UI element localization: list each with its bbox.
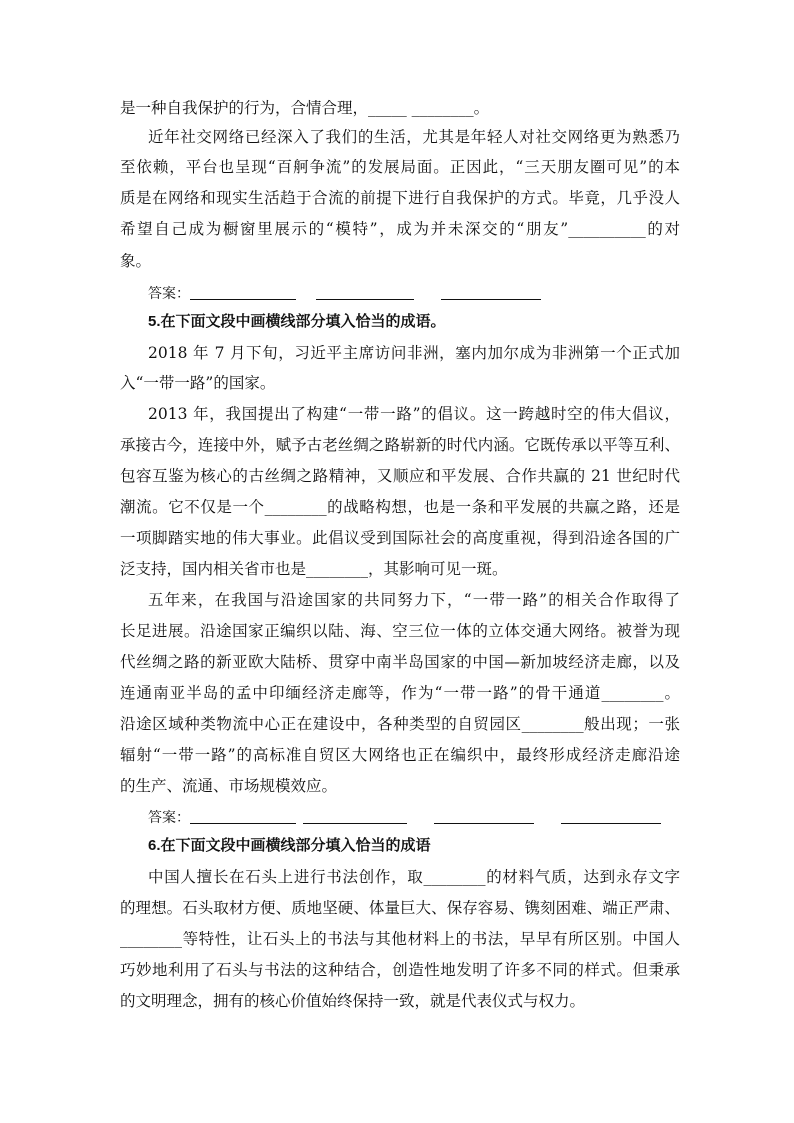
text-line: 质是在网络和现实生活趋于合流的前提下进行自我保护的方式。毕竟，几乎没人 [120, 189, 680, 207]
answer-blank[interactable] [316, 299, 414, 300]
text-line: 辐射“一带一路”的高标准自贸区大网络也正在编织中，最终形成经济走廊沿途 [120, 746, 680, 764]
answer-blank[interactable] [190, 823, 296, 824]
text-line: 巧妙地利用了石头与书法的这种结合，创造性地发明了许多不同的样式。但秉承 [120, 961, 680, 979]
answer-blank[interactable] [190, 299, 296, 300]
text-line: 象。 [120, 252, 152, 270]
answer-blank[interactable] [303, 823, 407, 824]
text-line: 承接古今，连接中外，赋予古老丝绸之路崭新的时代内涵。它既传承以平等互利、 [120, 436, 680, 454]
text-line: 希望自己成为橱窗里展示的“模特”，成为并未深交的“朋友”__________的对 [120, 220, 680, 238]
text-line: 的理想。石头取材方便、质地坚硬、体量巨大、保存容易、镌刻困难、端正严肃、 [120, 899, 680, 917]
answer-label: 答案： [148, 285, 190, 301]
text-line: ________等特性，让石头上的书法与其他材料上的书法，早早有所区别。中国人 [120, 930, 680, 948]
text-line: 至依赖，平台也呈现“百舸争流”的发展局面。正因此，“三天朋友圈可见”的本 [120, 158, 680, 176]
text-line: 的文明理念，拥有的核心价值始终保持一致，就是代表仪式与权力。 [120, 992, 586, 1010]
text-line: 入“一带一路”的国家。 [120, 374, 276, 392]
text-line: 潮流。它不仅是一个________的战略构想，也是一条和平发展的共赢之路，还是 [120, 498, 680, 516]
text-line: 的生产、流通、市场规模效应。 [120, 777, 338, 795]
text-line: 包容互鉴为核心的古丝绸之路精神，又顺应和平发展、合作共赢的 21 世纪时代 [120, 467, 680, 485]
text-line: 是一种自我保护的行为，合情合理，_____ ________。 [120, 99, 490, 117]
text-line: 中国人擅长在石头上进行书法创作，取________的材料气质，达到永存文字 [148, 868, 680, 886]
question-heading: 5.在下面文段中画横线部分填入恰当的成语。 [148, 313, 446, 330]
text-line: 长足进展。沿途国家正编织以陆、海、空三位一体的立体交通大网络。被誉为现 [120, 622, 680, 640]
answer-blank[interactable] [434, 823, 534, 824]
text-line: 沿途区域种类物流中心正在建设中，各种类型的自贸园区________般出现；一张 [120, 715, 680, 733]
answer-blank[interactable] [441, 299, 541, 300]
text-line: 近年社交网络已经深入了我们的生活，尤其是年轻人对社交网络更为熟悉乃 [148, 128, 680, 146]
text-line: 连通南亚半岛的孟中印缅经济走廊等，作为“一带一路”的骨干通道________。 [120, 684, 680, 702]
answer-label: 答案： [148, 809, 190, 825]
text-line: 2018 年 7 月下旬，习近平主席访问非洲，塞内加尔成为非洲第一个正式加 [148, 344, 680, 362]
text-line: 代丝绸之路的新亚欧大陆桥、贯穿中南半岛国家的中国—新加坡经济走廊，以及 [120, 653, 680, 671]
question-heading: 6.在下面文段中画横线部分填入恰当的成语 [148, 837, 431, 854]
text-line: 一项脚踏实地的伟大事业。此倡议受到国际社会的高度重视，得到沿途各国的广 [120, 529, 680, 547]
text-line: 2013 年，我国提出了构建“一带一路”的倡议。这一跨越时空的伟大倡议， [148, 405, 680, 423]
text-line: 泛支持，国内相关省市也是________，其影响可见一斑。 [120, 560, 508, 578]
text-line: 五年来，在我国与沿途国家的共同努力下，“一带一路”的相关合作取得了 [148, 591, 680, 609]
answer-blank[interactable] [561, 823, 661, 824]
